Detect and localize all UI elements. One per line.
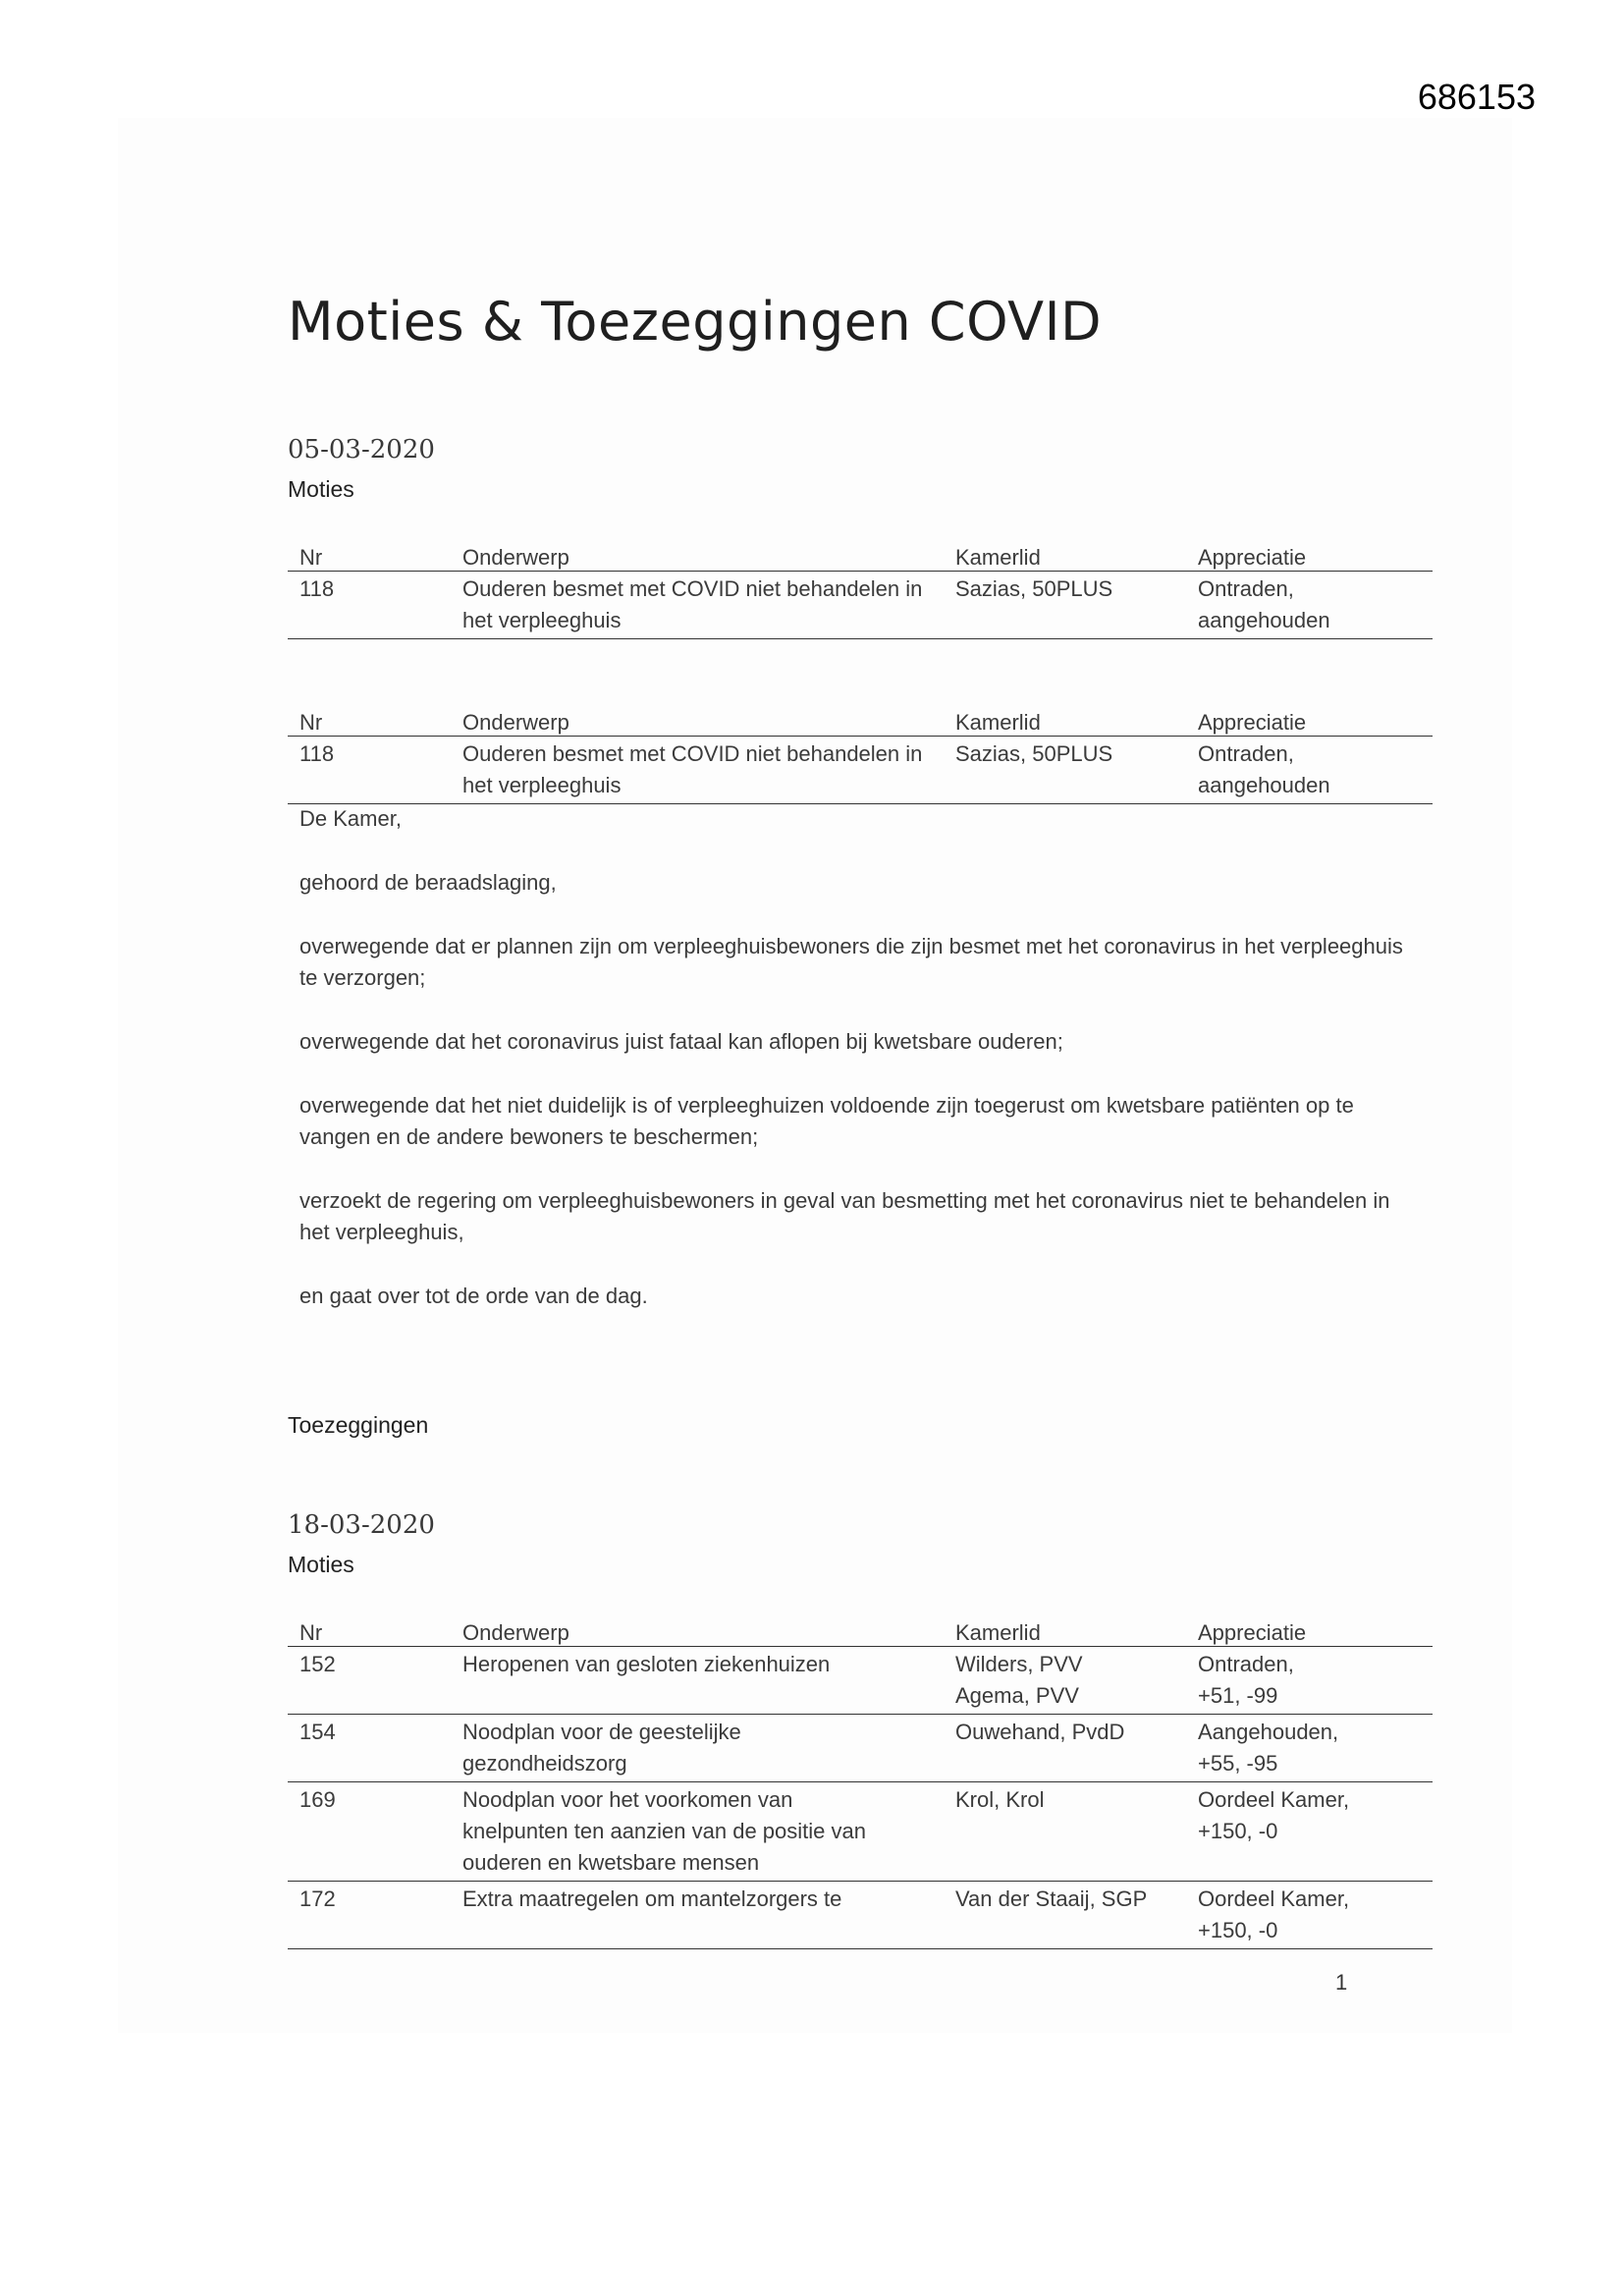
onderwerp-line: gezondheidszorg — [462, 1751, 627, 1776]
cell-kamerlid: Sazias, 50PLUS — [944, 572, 1186, 639]
moties-table-1 — [288, 540, 1433, 639]
column-header-kamerlid: Kamerlid — [944, 705, 1186, 737]
section-date-1: 05-03-2020 — [288, 435, 435, 465]
table-header — [288, 1615, 1433, 1647]
column-header-nr: Nr — [288, 1615, 451, 1647]
cell-onderwerp — [451, 1715, 944, 1782]
column-header-appreciatie: Appreciatie — [1186, 1615, 1433, 1647]
moties-label-1: Moties — [288, 476, 354, 502]
cell-nr: 169 — [288, 1782, 451, 1882]
appreciatie-line: +55, -95 — [1198, 1751, 1278, 1776]
appreciatie-line: +150, -0 — [1198, 1819, 1278, 1843]
column-header-onderwerp: Onderwerp — [451, 705, 944, 737]
cell-kamerlid: Krol, Krol — [944, 1782, 1186, 1882]
cell-kamerlid: Van der Staaij, SGP — [944, 1882, 1186, 1949]
appreciatie-line: +150, -0 — [1198, 1918, 1278, 1942]
column-header-nr: Nr — [288, 705, 451, 737]
column-header-appreciatie: Appreciatie — [1186, 705, 1433, 737]
cell-onderwerp: Ouderen besmet met COVID niet behandelen in het verpleeghuis — [451, 737, 944, 804]
cell-onderwerp: Ouderen besmet met COVID niet behandelen in het verpleeghuis — [451, 572, 944, 639]
table-row — [288, 1882, 1433, 1949]
moties-table-2 — [288, 1615, 1433, 1949]
page-number: 1 — [1335, 1970, 1348, 1995]
cell-appreciatie: Ontraden, aangehouden — [1186, 572, 1433, 639]
column-header-kamerlid: Kamerlid — [944, 1615, 1186, 1647]
cell-nr: 118 — [288, 737, 451, 804]
motion-text — [299, 803, 1419, 1344]
motion-paragraph: De Kamer, — [299, 806, 402, 831]
cell-onderwerp: Extra maatregelen om mantelzorgers te — [451, 1882, 944, 1949]
onderwerp-line: Noodplan voor de geestelijke — [462, 1720, 741, 1744]
motion-paragraph: gehoord de beraadslaging, — [299, 870, 557, 895]
kamerlid-line: Wilders, PVV — [955, 1652, 1083, 1676]
cell-appreciatie — [1186, 1882, 1433, 1949]
cell-onderwerp: Heropenen van gesloten ziekenhuizen — [451, 1647, 944, 1715]
cell-onderwerp — [451, 1782, 944, 1882]
cell-kamerlid — [944, 1647, 1186, 1715]
column-header-appreciatie: Appreciatie — [1186, 540, 1433, 572]
cell-kamerlid: Ouwehand, PvdD — [944, 1715, 1186, 1782]
table-header — [288, 705, 1433, 737]
motion-paragraph: verzoekt de regering om verpleeghuisbewoners in geval van besmetting met het coronavirus niet te behandelen in het verpleeghuis, — [299, 1188, 1390, 1244]
cell-appreciatie — [1186, 1647, 1433, 1715]
appreciatie-line: Ontraden, — [1198, 1652, 1294, 1676]
onderwerp-line: Noodplan voor het voorkomen van — [462, 1787, 793, 1812]
document-title: Moties & Toezeggingen COVID — [288, 291, 1103, 353]
column-header-onderwerp: Onderwerp — [451, 1615, 944, 1647]
cell-appreciatie — [1186, 1782, 1433, 1882]
kamerlid-line: Agema, PVV — [955, 1683, 1079, 1708]
column-header-onderwerp: Onderwerp — [451, 540, 944, 572]
onderwerp-line: ouderen en kwetsbare mensen — [462, 1850, 760, 1875]
toezeggingen-label: Toezeggingen — [288, 1412, 429, 1438]
onderwerp-line: knelpunten ten aanzien van de positie van — [462, 1819, 866, 1843]
motion-paragraph: overwegende dat het niet duidelijk is of verpleeghuizen voldoende zijn toegerust om kwetsbare patiënten op te vangen en de andere bewoners te beschermen; — [299, 1093, 1354, 1149]
appreciatie-line: Aangehouden, — [1198, 1720, 1339, 1744]
appreciatie-line: +51, -99 — [1198, 1683, 1278, 1708]
motion-paragraph: en gaat over tot de orde van de dag. — [299, 1284, 648, 1308]
cell-appreciatie: Ontraden, aangehouden — [1186, 737, 1433, 804]
cell-appreciatie — [1186, 1715, 1433, 1782]
table-row — [288, 1782, 1433, 1882]
cell-nr: 152 — [288, 1647, 451, 1715]
section-date-2: 18-03-2020 — [288, 1510, 435, 1540]
cell-nr: 118 — [288, 572, 451, 639]
cell-nr: 154 — [288, 1715, 451, 1782]
motion-paragraph: overwegende dat er plannen zijn om verpleeghuisbewoners die zijn besmet met het coronavirus in het verpleeghuis te verzorgen; — [299, 934, 1403, 990]
table-row — [288, 1647, 1433, 1715]
appreciatie-line: Oordeel Kamer, — [1198, 1787, 1350, 1812]
cell-kamerlid: Sazias, 50PLUS — [944, 737, 1186, 804]
table-row — [288, 572, 1433, 639]
cell-nr: 172 — [288, 1882, 451, 1949]
table-header — [288, 540, 1433, 572]
document-id: 686153 — [1417, 77, 1536, 117]
table-row — [288, 1715, 1433, 1782]
column-header-kamerlid: Kamerlid — [944, 540, 1186, 572]
motion-paragraph: overwegende dat het coronavirus juist fataal kan aflopen bij kwetsbare ouderen; — [299, 1029, 1063, 1054]
appreciatie-line: Oordeel Kamer, — [1198, 1886, 1350, 1911]
column-header-nr: Nr — [288, 540, 451, 572]
moties-label-2: Moties — [288, 1552, 354, 1577]
table-row — [288, 737, 1433, 804]
moties-table-1-repeat — [288, 705, 1433, 804]
